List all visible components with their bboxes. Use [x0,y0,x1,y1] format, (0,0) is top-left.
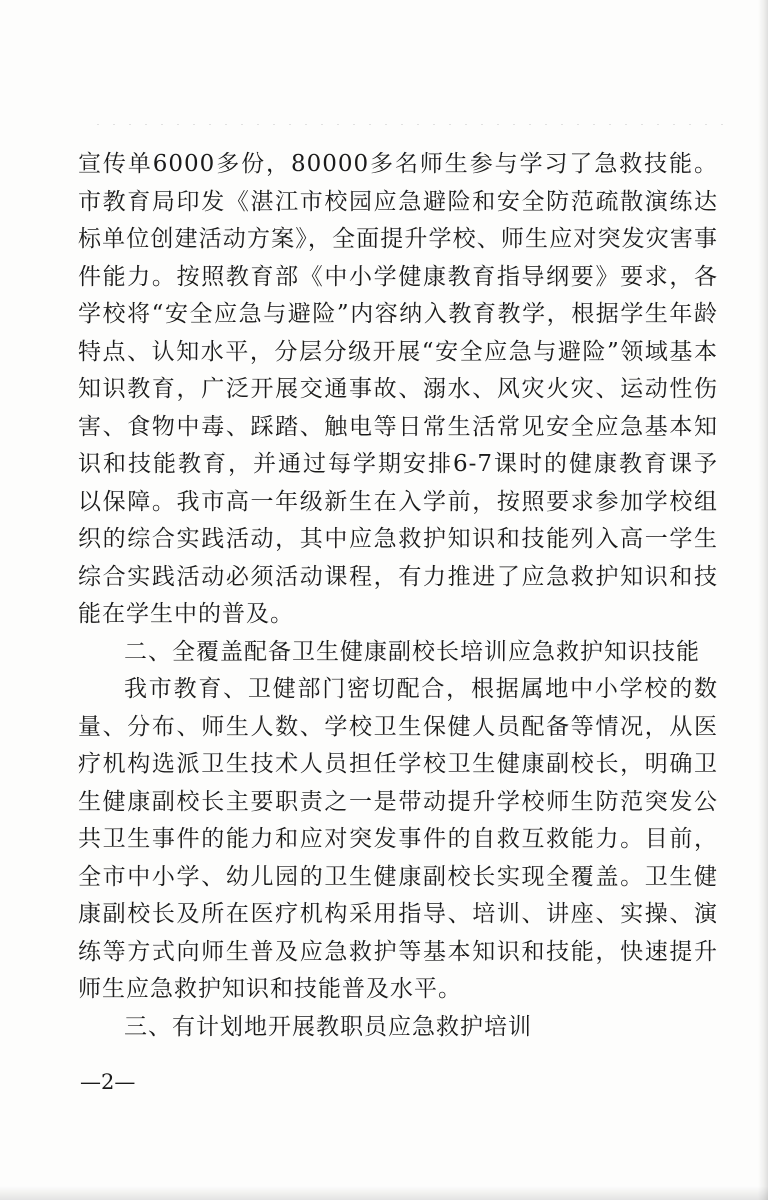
page-edge-shadow [758,0,768,1200]
page-bottom-shadow [0,1186,768,1200]
page-number: —2— [80,1070,136,1094]
section-heading-2: 二、全覆盖配备卫生健康副校长培训应急救护知识技能 [124,638,700,665]
top-dotted-rule [90,124,730,125]
body-paragraph-1: 宣传单6000多份，80000多名师生参与学习了急救技能。市教育局印发《湛江市校园应急避险和安全防范疏散演练达标单位创建活动方案》，全面提升学校、师生应对突发灾害事件能力。按照教育部《中小学健康教育指导纲要》要求，各学校将“安全应急与避险”内容纳入教育教学，根据学生年龄特点、认知水平，分层分级开展“安全应急与避险”领域基本知识教育，广泛开展交通事故、溺水、风灾火灾、运动性伤害、食物中毒、踩踏、触电等日常生活常见安全应急基本知识和技能教育，并通过每学期安排6-7课时的健康教育课予以保障。我市高一年级新生在入学前，按照要求参加学校组织的综合实践活动，其中应急救护知识和技能列入高一学生综合实践活动必须活动课程，有力推进了应急救护知识和技能在学生中的普及。 [78,151,718,627]
body-paragraph-2: 我市教育、卫健部门密切配合，根据属地中小学校的数量、分布、师生人数、学校卫生保健人员配备等情况，从医疗机构选派卫生技术人员担任学校卫生健康副校长，明确卫生健康副校长主要职责之一是带动提升学校师生防范突发公共卫生事件的能力和应对突发事件的自救互救能力。目前，全市中小学、幼儿园的卫生健康副校长实现全覆盖。卫生健康副校长及所在医疗机构采用指导、培训、讲座、实操、演练等方式向师生普及应急救护等基本知识和技能，快速提升师生应急救护知识和技能普及水平。 [78,676,718,1002]
section-heading-3: 三、有计划地开展教职员应急救护培训 [124,1013,532,1040]
document-body [78,146,718,1046]
